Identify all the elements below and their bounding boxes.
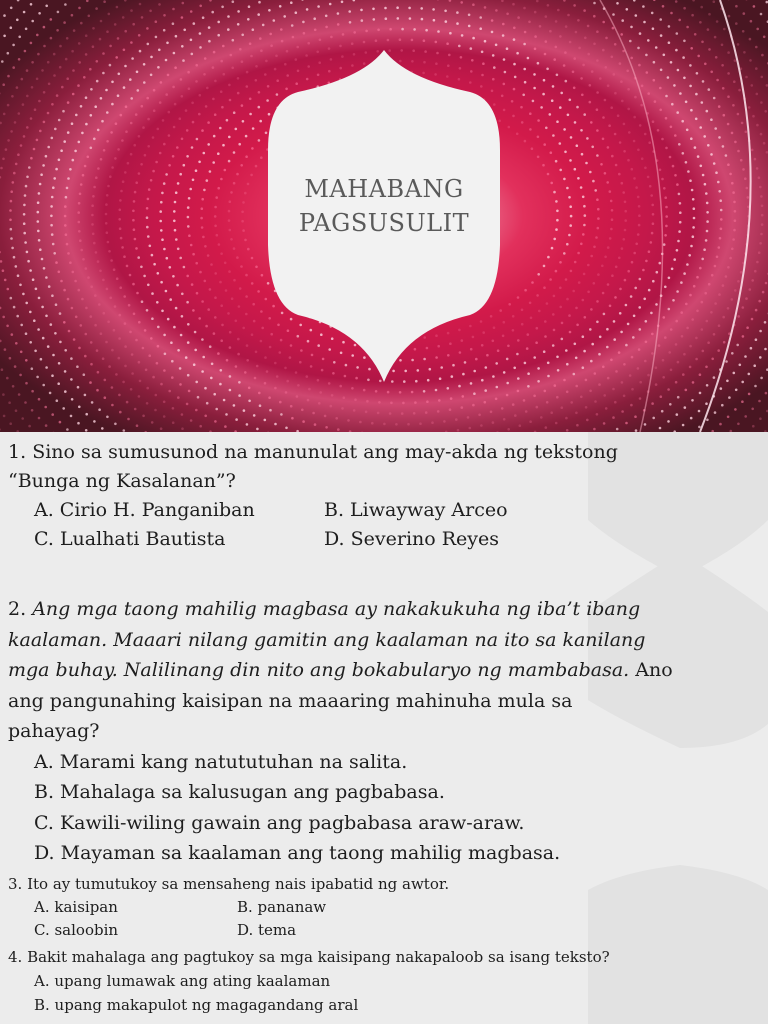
question-3-option-a: A. kaisipan xyxy=(34,898,118,916)
cover-title xyxy=(264,172,504,240)
question-1-line-1 xyxy=(8,438,760,467)
question-2-number: 2. xyxy=(8,598,27,620)
question-2-passage-line-2: kaalaman. Maaari nilang gamitin ang kaalaman na ito sa kanilang xyxy=(8,628,646,651)
cover-title-line-2: PAGSUSULIT xyxy=(298,209,470,237)
question-3-option-c: C. saloobin xyxy=(34,921,119,939)
question-3-options xyxy=(8,896,760,942)
question-2 xyxy=(8,594,760,869)
question-2-question-line-1: ang pangunahing kaisipan na maaaring mahinuha mula sa xyxy=(8,689,573,712)
question-2-options xyxy=(8,747,760,869)
question-3-stem: Ito ay tumutukoy sa mensaheng nais ipabatid ng awtor. xyxy=(27,875,450,893)
question-1-option-b: B. Liwayway Arceo xyxy=(324,499,508,521)
question-4-number: 4. xyxy=(8,948,23,966)
question-4-options xyxy=(8,969,760,1017)
question-2-line-1 xyxy=(8,594,760,625)
question-2-line-3 xyxy=(8,655,760,686)
question-2-option-a: A. Marami kang natututuhan na salita. xyxy=(34,750,408,773)
question-2-option-c: C. Kawili-wiling gawain ang pagbabasa araw-araw. xyxy=(34,811,525,834)
question-3-option-b: B. pananaw xyxy=(237,898,327,916)
question-4-stem: Bakit mahalaga ang pagtukoy sa mga kaisipang nakapaloob sa isang teksto? xyxy=(27,948,610,966)
question-1-option-d: D. Severino Reyes xyxy=(324,528,500,550)
cover-title-line-1: MAHABANG xyxy=(304,175,464,203)
question-3-number: 3. xyxy=(8,875,23,893)
question-2-question-start: Ano xyxy=(635,659,673,681)
question-2-passage-line-1: Ang mga taong mahilig magbasa ay nakakukuha ng iba’t ibang xyxy=(32,598,641,620)
question-1-number: 1. xyxy=(8,441,27,463)
question-2-option-b: B. Mahalaga sa kalusugan ang pagbabasa. xyxy=(34,781,445,803)
question-4-option-a: A. upang lumawak ang ating kaalaman xyxy=(34,972,331,990)
question-4-line-1 xyxy=(8,945,760,969)
question-1-stem-line-1: Sino sa sumusunod na manunulat ang may-akda ng tekstong xyxy=(32,441,618,463)
question-1-stem-line-2: “Bunga ng Kasalanan”? xyxy=(8,470,236,492)
question-3-line-1 xyxy=(8,872,760,896)
question-2-passage-line-3: mga buhay. Nalilinang din nito ang bokabularyo ng mambabasa. xyxy=(8,659,630,681)
question-4 xyxy=(8,945,760,1017)
question-1-option-c: C. Lualhati Bautista xyxy=(34,528,226,550)
cover-slide xyxy=(0,0,768,432)
question-4-option-b: B. upang makapulot ng magagandang aral xyxy=(34,996,359,1014)
question-1-option-a: A. Cirio H. Panganiban xyxy=(34,499,255,521)
question-1 xyxy=(8,438,760,554)
question-3 xyxy=(8,872,760,942)
question-3-option-d: D. tema xyxy=(237,921,297,939)
question-1-options xyxy=(8,496,760,554)
question-2-option-d: D. Mayaman sa kaalaman ang taong mahilig magbasa. xyxy=(34,842,561,864)
question-2-question-line-2: pahayag? xyxy=(8,720,100,742)
